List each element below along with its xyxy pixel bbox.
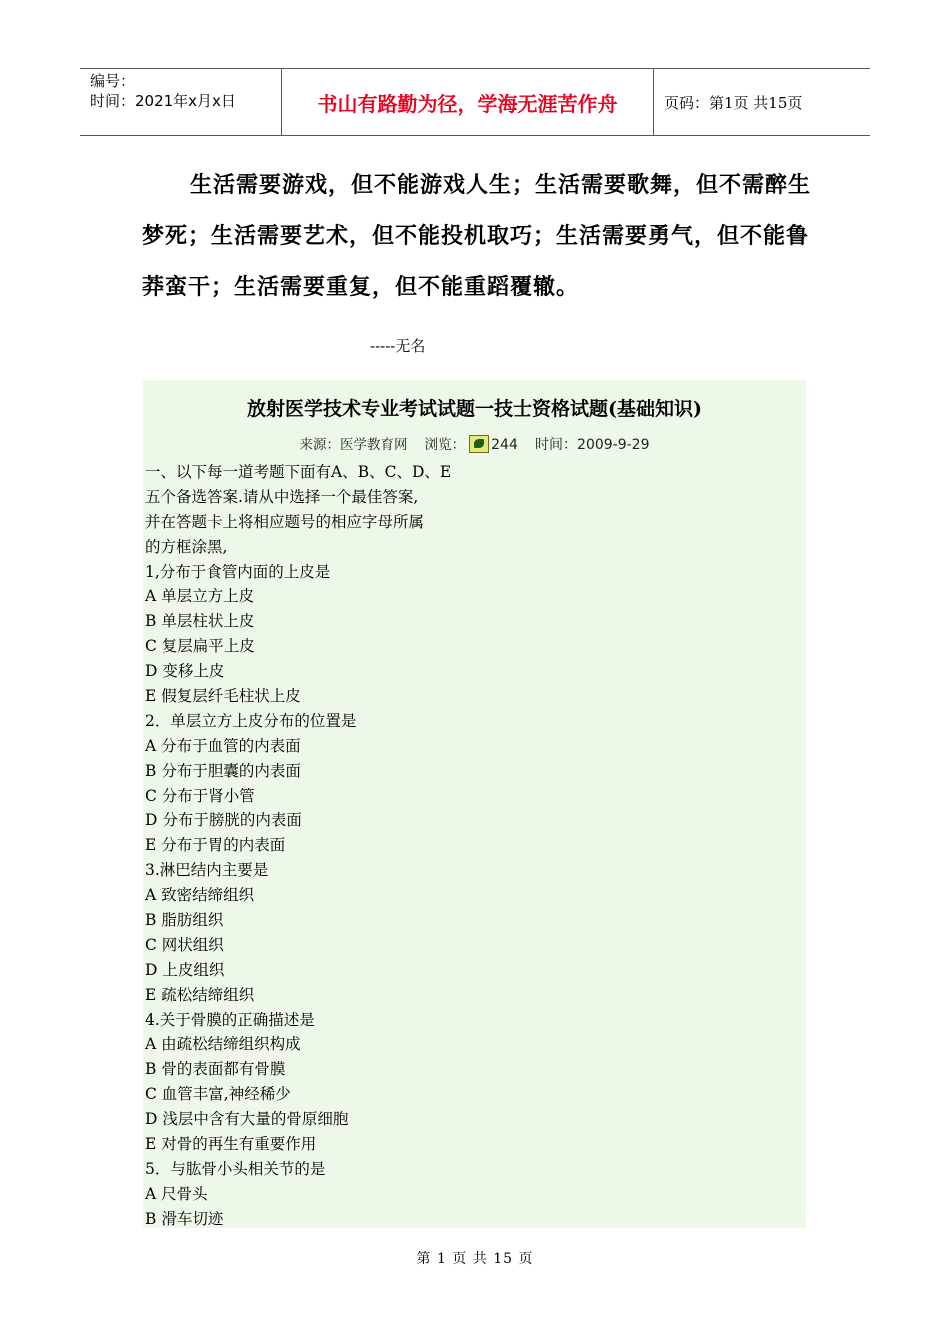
question-line: D 分布于膀胱的内表面 [145,811,302,830]
document-header [80,68,870,136]
views-icon [469,435,489,453]
question-line: 一、以下每一道考题下面有A、B、C、D、E [145,463,452,481]
question-line: E 疏松结缔组织 [145,985,255,1004]
question-list [145,460,745,1232]
article-panel [143,380,806,1228]
header-motto: 书山有路勤为径，学海无涯苦作舟 [282,69,654,135]
quote-paragraph: 生活需要游戏，但不能游戏人生；生活需要歌舞，但不需醉生梦死；生活需要艺术，但不能投机取巧；生活需要勇气，但不能鲁莽蛮干；生活需要重复，但不能重蹈覆辙。 [142,172,812,300]
question-line: E 分布于胃的内表面 [145,836,286,855]
question-line: E 对骨的再生有重要作用 [145,1135,317,1154]
question-line: A 尺骨头 [145,1184,208,1203]
question-line: A 单层立方上皮 [145,587,255,606]
question-line: 2．单层立方上皮分布的位置是 [145,711,357,730]
question-line: B 单层柱状上皮 [145,612,255,631]
article-time: 时间：2009-9-29 [535,437,650,453]
date-label: 时间：2021年x月x日 [90,92,236,110]
question-line: B 骨的表面都有骨膜 [145,1060,286,1079]
question-line: 五个备选答案.请从中选择一个最佳答案, [145,487,419,506]
question-line: D 浅层中含有大量的骨原细胞 [145,1110,349,1129]
question-line: D 上皮组织 [145,960,225,979]
article-title: 放射医学技术专业考试试题一技士资格试题(基础知识) [247,398,702,420]
question-line: B 脂肪组织 [145,911,224,930]
code-label: 编号： [90,72,136,90]
question-line: 4.关于骨膜的正确描述是 [145,1010,315,1029]
question-line: C 血管丰富,神经稀少 [145,1085,291,1104]
page-footer: 第 1 页 共 15 页 [416,1251,534,1267]
question-line: 1,分布于食管内面的上皮是 [145,562,331,581]
question-line: E 假复层纤毛柱状上皮 [145,687,301,706]
article-meta [143,433,806,454]
question-line: 并在答题卡上将相应题号的相应字母所属 [145,512,425,531]
question-line: B 滑车切迹 [145,1209,224,1228]
question-line: C 复层扁平上皮 [145,637,255,656]
question-line: B 分布于胆囊的内表面 [145,761,301,780]
views-count: 244 [491,437,518,453]
question-line: A 致密结缔组织 [145,886,255,905]
header-meta-cell [80,69,282,135]
question-line: 3.淋巴结内主要是 [145,861,269,880]
quote-signature: -----无名 [370,337,426,355]
question-line: C 分布于肾小管 [145,786,255,805]
question-line: C 网状组织 [145,935,224,954]
question-line: A 由疏松结缔组织构成 [145,1035,301,1054]
question-line: D 变移上皮 [145,662,225,681]
views-label: 浏览： [424,437,466,453]
question-line: 的方框涂黑, [145,537,228,556]
question-line: A 分布于血管的内表面 [145,736,301,755]
header-page-info: 页码：第1页 共15页 [664,93,803,112]
article-source: 来源：医学教育网 [299,437,408,453]
question-line: 5．与肱骨小头相关节的是 [145,1159,326,1178]
